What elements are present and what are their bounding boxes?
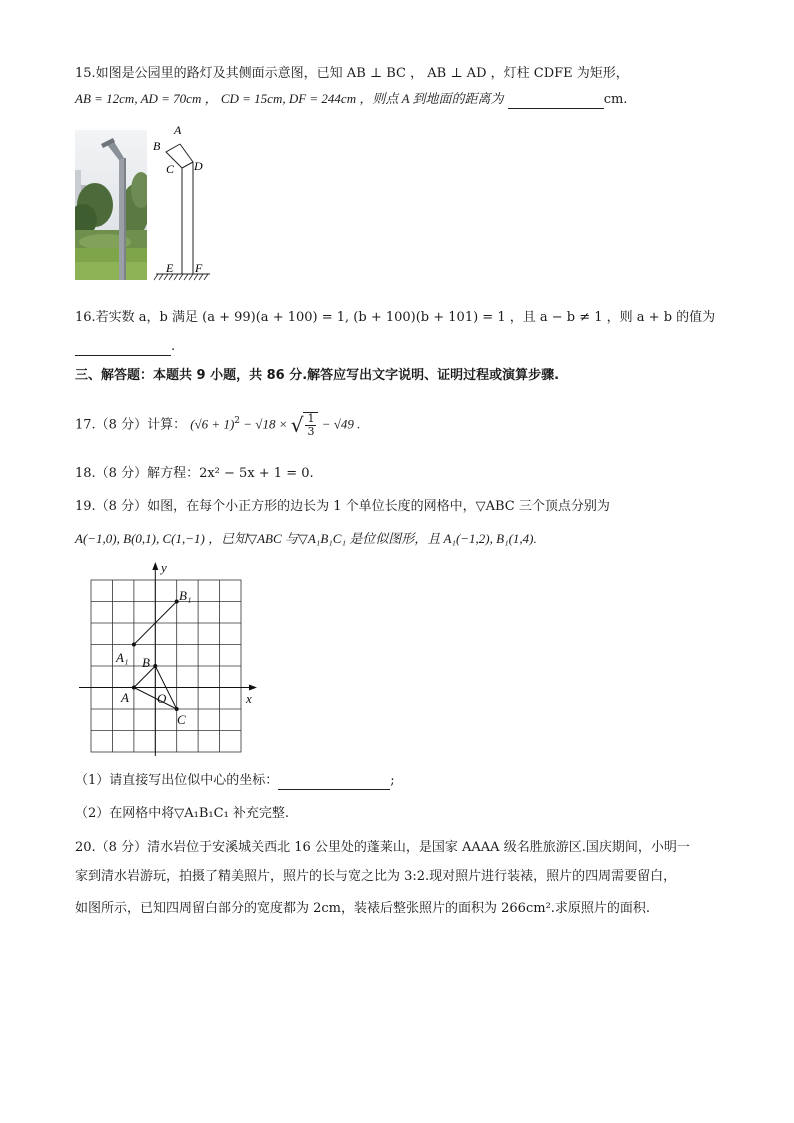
streetlamp-photo [75,130,147,280]
q15-answer-blank[interactable] [508,94,604,109]
q16-line2 [75,338,175,356]
q17-expr-c: − √49 . [318,416,361,432]
label-B: B [153,139,161,153]
point-B-label: B [142,655,150,670]
q19-sub1-end: ; [390,773,395,788]
q17-prefix: 17.（8 分）计算： [75,417,187,433]
q20-line2: 家到清水岩游玩，拍摄了精美照片，照片的长与宽之比为 3:2.现对照片进行装裱，照片的四周需要留白， [75,869,677,884]
q17-expr-a: (√6 + 1) [190,416,235,432]
label-D: D [194,159,203,173]
q19-answer-blank[interactable] [278,775,390,790]
q16-answer-blank[interactable] [75,341,171,356]
axis-y-label: y [161,560,167,575]
q19-sub1-text: （1）请直接写出位似中心的坐标： [75,773,279,788]
label-F: F [195,261,203,275]
label-C: C [166,162,175,176]
point-A1-label: A₁ [116,650,129,665]
q15-line2 [75,90,627,109]
q17-sqrt-frac: √ $\frac{1}{3}$ [291,412,319,438]
q15-given-lengths: AB = 12cm, AD = 70cm ， CD = 15cm, DF = 244cm ，则点 A 到地面的距离为 [75,91,504,106]
axis-x-label: x [246,691,252,706]
q15-unit: cm. [603,92,628,107]
label-A: A [174,123,182,137]
coordinate-grid [75,558,265,758]
q19-line2: A(−1,0), B(0,1), C(1,−1) ，已知▽ABC 与▽A₁B₁C₁ 是位似图形，且 A₁(−1,2), B₁(1,4). [75,531,537,546]
lamp-diagram [150,122,220,282]
q17-exp: 2 [234,416,241,426]
q19-sub1 [75,772,395,790]
point-B1-label: B₁ [179,588,192,603]
origin-label: O [157,691,167,706]
q17-frac-num: 1 [307,411,315,425]
q16-line1: 16.若实数 a，b 满足 (a + 99)(a + 100) = 1, (b + 100)(b + 101) = 1 ，且 a − b ≠ 1 ，则 a + b 的值为 [75,310,716,325]
q15-line1: 15.如图是公园里的路灯及其侧面示意图，已知 AB ⊥ BC ， AB ⊥ AD ，灯柱 CDFE 为矩形， [75,66,629,81]
q17-expr-b: − √18 × [240,416,291,432]
q19-line1: 19.（8 分）如图，在每个小正方形的边长为 1 个单位长度的网格中，▽ABC 三个顶点分别为 [75,499,610,514]
label-E: E [166,261,174,275]
q17-frac-den: 3 [307,424,315,438]
q20-line3: 如图所示，已知四周留白部分的宽度都为 2cm，装裱后整张照片的面积为 266cm².求原照片的面积. [75,901,651,916]
q19-sub2: （2）在网格中将▽A₁B₁C₁ 补充完整. [75,806,290,821]
point-A-label: A [121,690,129,705]
q20-line1: 20.（8 分）清水岩位于安溪城关西北 16 公里处的蓬莱山，是国家 AAAA 级名胜旅游区.国庆期间，小明一 [75,840,690,855]
section3-heading: 三、解答题：本题共 9 小题，共 86 分.解答应写出文字说明、证明过程或演算步骤. [75,368,560,383]
q18-line: 18.（8 分）解方程：2x² − 5x + 1 = 0. [75,466,314,481]
point-C-label: C [177,712,186,727]
q17-line [75,410,360,438]
q16-end: . [171,339,176,354]
